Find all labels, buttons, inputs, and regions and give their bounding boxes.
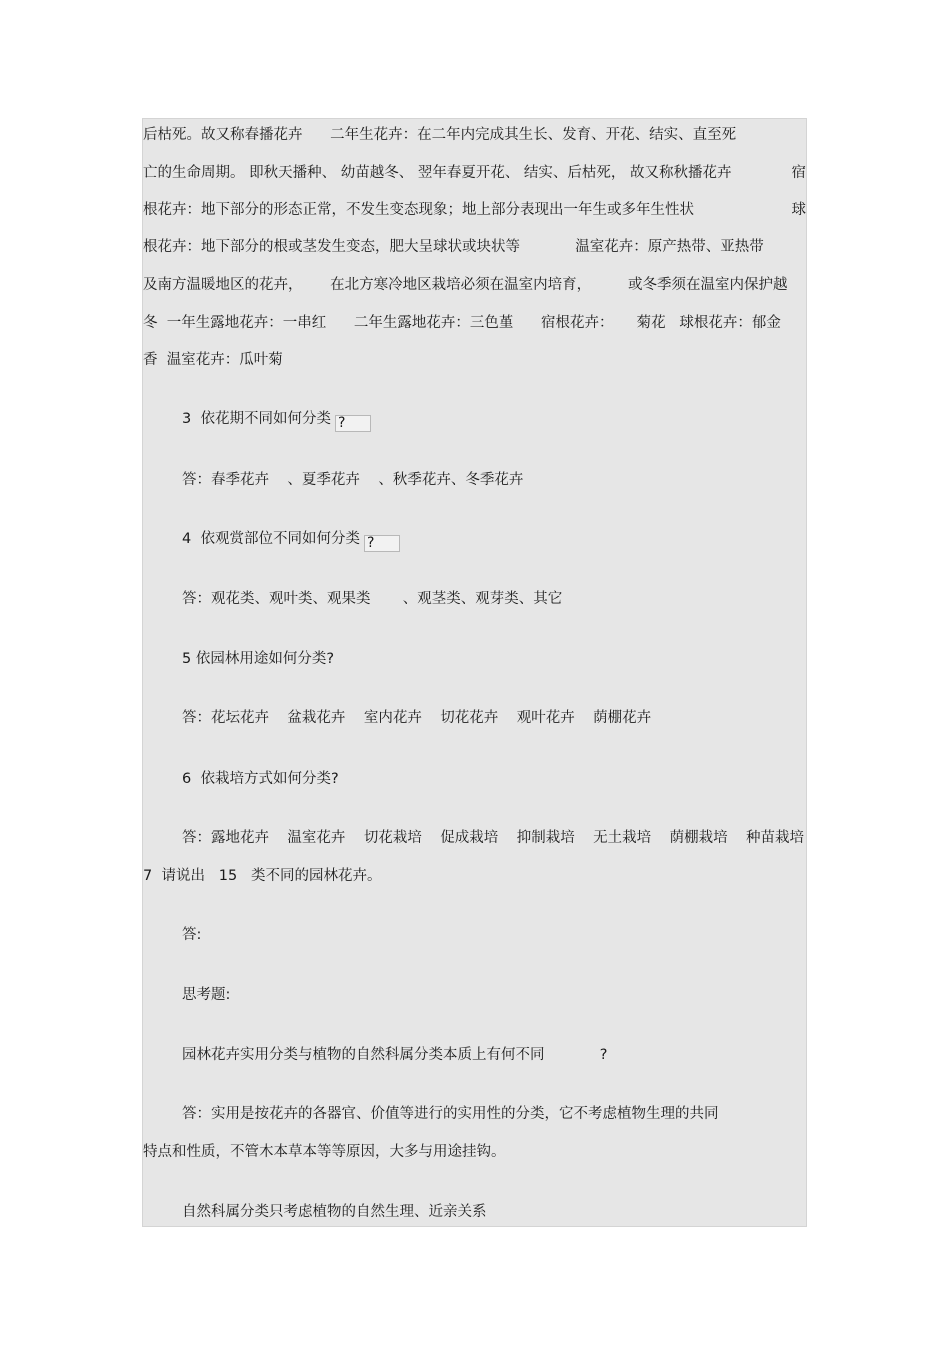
question-4-mark-box: ? [364,535,400,552]
answer-5: 答：花坛花卉 盆栽花卉 室内花卉 切花花卉 观叶花卉 荫棚花卉 [182,710,652,726]
document-page [142,118,807,1227]
answer-3: 答：春季花卉 、夏季花卉 、秋季花卉、冬季花卉 [182,472,524,488]
paragraph-line-4: 根花卉：地下部分的根或茎发生变态，肥大呈球状或块状等 温室花卉：原产热带、亚热带 [143,239,764,255]
question-3 [143,409,847,432]
paragraph-line-1: 后枯死。故又称春播花卉 二年生花卉：在二年内完成其生长、发育、开花、结实、直至死 [143,127,737,143]
paragraph-line-3-text: 根花卉：地下部分的形态正常，不发生变态现象；地上部分表现出一年生或多年生性状 [143,202,694,218]
paragraph-line-3-end: 球 [791,202,806,218]
paragraph-line-2 [143,163,808,183]
think-answer-line-3: 自然科属分类只考虑植物的自然生理、近亲关系 [182,1204,487,1220]
think-answer-line-1: 答：实用是按花卉的各器官、价值等进行的实用性的分类，它不考虑植物生理的共同 [182,1106,719,1122]
think-question: 园林花卉实用分类与植物的自然科属分类本质上有何不同 ? [182,1047,608,1063]
question-3-text: 3 依花期不同如何分类 [182,411,331,427]
answer-7: 答: [182,927,202,943]
paragraph-line-3 [143,200,808,220]
paragraph-line-5: 及南方温暖地区的花卉， 在北方寒冷地区栽培必须在温室内培育， 或冬季须在温室内保护越 [143,277,788,293]
question-5: 5 依园林用途如何分类? [182,651,335,667]
think-title: 思考题: [182,987,231,1003]
question-4 [143,529,847,552]
paragraph-line-2-text: 亡的生命周期。 即秋天播种、 幼苗越冬、 翌年春夏开花、 结实、后枯死， 故又称秋播花卉 [143,165,732,181]
question-7: 7 请说出 15 类不同的园林花卉。 [143,868,382,884]
answer-6: 答：露地花卉 温室花卉 切花栽培 促成栽培 抑制栽培 无土栽培 荫棚栽培 种苗栽培 [182,830,805,846]
paragraph-line-2-end: 宿 [791,165,806,181]
question-6: 6 依栽培方式如何分类? [182,771,339,787]
paragraph-line-6: 冬 一年生露地花卉：一串红 二年生露地花卉：三色堇 宿根花卉： 菊花 球根花卉：郁金 [143,315,781,331]
question-4-text: 4 依观赏部位不同如何分类 [182,531,360,547]
think-answer-line-2: 特点和性质，不管木本草本等等原因，大多与用途挂钩。 [143,1144,506,1160]
question-3-mark-box: ? [335,415,371,432]
answer-4: 答：观花类、观叶类、观果类 、观茎类、观芽类、其它 [182,591,563,607]
paragraph-line-7: 香 温室花卉：瓜叶菊 [143,352,283,368]
